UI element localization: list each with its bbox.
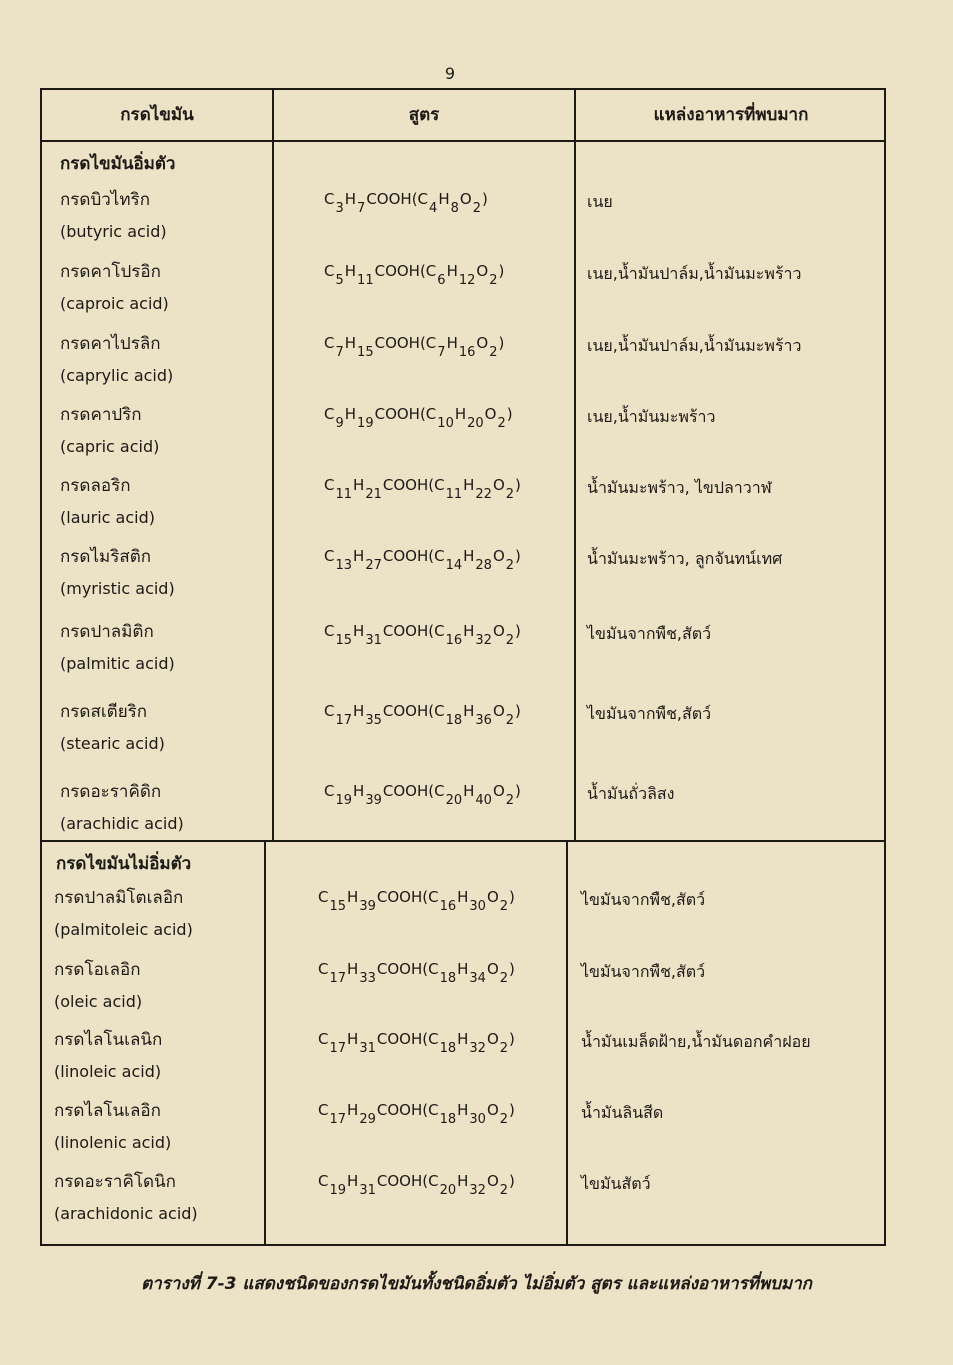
food-source: เนย,น้ำมันปาล์ม,น้ำมันมะพร้าว (587, 264, 802, 283)
chemical-formula: $C_{17}H_{33}COOH(C_{18}H_{34}O_2)$ (318, 960, 515, 986)
table-row (42, 1026, 884, 1098)
table-row (42, 472, 884, 544)
acid-name-thai: กรดไลโนเลนิก (54, 1030, 163, 1050)
acid-name-english: (arachidonic acid) (54, 1204, 198, 1223)
food-source: เนย,น้ำมันปาล์ม,น้ำมันมะพร้าว (587, 336, 802, 355)
table-row (42, 778, 884, 850)
food-source: ไขมันจากพืช,สัตว์ (581, 962, 706, 981)
acid-name-thai: กรดไมริสติก (60, 547, 152, 567)
acid-name-thai: กรดคาโปรอิก (60, 262, 161, 282)
acid-name-english: (palmitic acid) (60, 654, 175, 673)
table-row (42, 1168, 884, 1240)
acid-name-thai: กรดอะราคิโดนิก (54, 1172, 176, 1192)
acid-name-english: (myristic acid) (60, 579, 175, 598)
food-source: น้ำมันลินสีด (581, 1103, 664, 1122)
table-row (42, 618, 884, 690)
acid-name-thai: กรดอะราคิดิก (60, 782, 162, 802)
food-source: น้ำมันมะพร้าว, ลูกจันทน์เทศ (587, 549, 783, 568)
acid-name-english: (butyric acid) (60, 222, 167, 241)
table-row (42, 186, 884, 258)
acid-name-english: (linolenic acid) (54, 1133, 172, 1152)
acid-name-thai: กรดบิวไทริก (60, 190, 150, 210)
chemical-formula: $C_{19}H_{39}COOH(C_{20}H_{40}O_2)$ (324, 782, 521, 808)
acid-name-thai: กรดปาลมิติก (60, 622, 154, 642)
chemical-formula: $C_7H_{15}COOH(C_7H_{16}O_2)$ (324, 334, 505, 360)
table-row (42, 401, 884, 473)
section-title-unsaturated: กรดไขมันไม่อิ่มตัว (56, 854, 192, 874)
chemical-formula: $C_{17}H_{29}COOH(C_{18}H_{30}O_2)$ (318, 1101, 515, 1127)
acid-name-english: (oleic acid) (54, 992, 143, 1011)
food-source: ไขมันจากพืช,สัตว์ (587, 624, 712, 643)
chemical-formula: $C_{19}H_{31}COOH(C_{20}H_{32}O_2)$ (318, 1172, 515, 1198)
fatty-acid-table (40, 88, 886, 1246)
chemical-formula: $C_{17}H_{35}COOH(C_{18}H_{36}O_2)$ (324, 702, 521, 728)
acid-name-thai: กรดไลโนเลอิก (54, 1101, 161, 1121)
table-row (42, 956, 884, 1028)
table-caption: ตารางที่ 7-3 แสดงชนิดของกรดไขมันทั้งชนิดอิ่มตัว ไม่อิ่มตัว สูตร และแหล่งอาหารที่พบมาก (141, 1274, 812, 1294)
chemical-formula: $C_{15}H_{31}COOH(C_{16}H_{32}O_2)$ (324, 622, 521, 648)
chemical-formula: $C_{13}H_{27}COOH(C_{14}H_{28}O_2)$ (324, 547, 521, 573)
food-source: ไขมันจากพืช,สัตว์ (581, 890, 706, 909)
chemical-formula: $C_9H_{19}COOH(C_{10}H_{20}O_2)$ (324, 405, 513, 431)
food-source: น้ำมันเมล็ดฝ้าย,น้ำมันดอกคำฝอย (581, 1032, 811, 1051)
header-fatty-acid: กรดไขมัน (120, 105, 194, 125)
food-source: น้ำมันถั่วลิสง (587, 784, 675, 803)
table-row (42, 258, 884, 330)
acid-name-english: (caprylic acid) (60, 366, 174, 385)
table-row (42, 543, 884, 615)
chemical-formula: $C_3H_7COOH(C_4H_8O_2)$ (324, 190, 488, 216)
acid-name-thai: กรดคาไปรลิก (60, 334, 161, 354)
acid-name-english: (stearic acid) (60, 734, 165, 753)
table-header (42, 90, 884, 142)
header-food-source: แหล่งอาหารที่พบมาก (653, 105, 809, 125)
section-title-saturated: กรดไขมันอิ่มตัว (60, 154, 176, 174)
table-row (42, 1097, 884, 1169)
acid-name-thai: กรดลอริก (60, 476, 131, 496)
acid-name-english: (caproic acid) (60, 294, 169, 313)
table-row (42, 698, 884, 770)
acid-name-thai: กรดปาลมิโตเลอิก (54, 888, 184, 908)
food-source: น้ำมันมะพร้าว, ไขปลาวาฬ (587, 478, 772, 497)
food-source: เนย (587, 192, 613, 211)
acid-name-thai: กรดสเตียริก (60, 702, 148, 722)
chemical-formula: $C_5H_{11}COOH(C_6H_{12}O_2)$ (324, 262, 505, 288)
acid-name-english: (palmitoleic acid) (54, 920, 193, 939)
chemical-formula: $C_{15}H_{39}COOH(C_{16}H_{30}O_2)$ (318, 888, 515, 914)
acid-name-thai: กรดคาปริก (60, 405, 142, 425)
acid-name-english: (capric acid) (60, 437, 160, 456)
table-row (42, 330, 884, 402)
header-formula: สูตร (408, 105, 440, 125)
acid-name-english: (lauric acid) (60, 508, 155, 527)
acid-name-english: (arachidic acid) (60, 814, 184, 833)
page-number: 9 (444, 64, 456, 83)
chemical-formula: $C_{17}H_{31}COOH(C_{18}H_{32}O_2)$ (318, 1030, 515, 1056)
chemical-formula: $C_{11}H_{21}COOH(C_{11}H_{22}O_2)$ (324, 476, 521, 502)
food-source: ไขมันจากพืช,สัตว์ (587, 704, 712, 723)
food-source: ไขมันสัตว์ (581, 1174, 651, 1193)
food-source: เนย,น้ำมันมะพร้าว (587, 407, 716, 426)
acid-name-english: (linoleic acid) (54, 1062, 162, 1081)
acid-name-thai: กรดโอเลอิก (54, 960, 141, 980)
table-row (42, 884, 884, 956)
